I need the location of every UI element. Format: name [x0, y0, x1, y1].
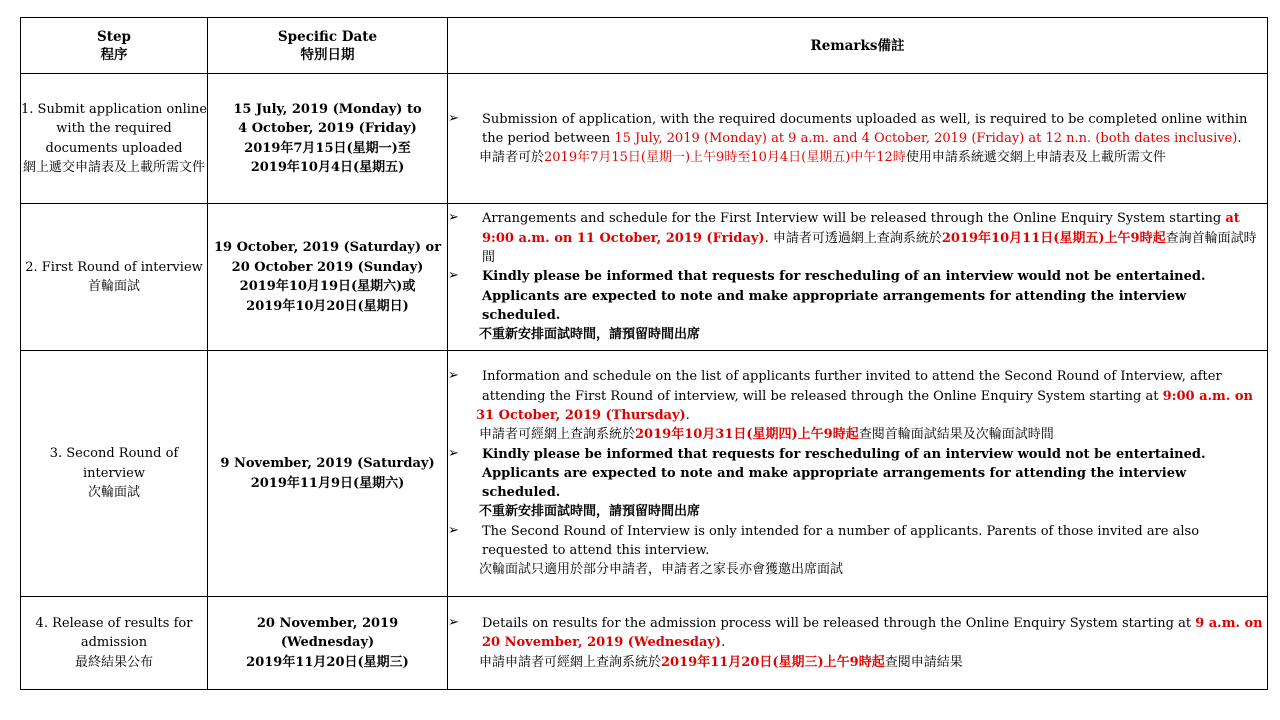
date-line: 20 October 2019 (Sunday): [231, 259, 424, 275]
header-step: [21, 18, 208, 74]
step-zh: 首輪面試: [87, 279, 140, 294]
arrow-bullet-icon: ➢: [448, 268, 459, 284]
remark-text: The Second Round of Interview is only intended for a number of applicants. Parents of those invited are also requested to attend this interview.: [482, 523, 1200, 559]
remarks-cell: [448, 204, 1268, 351]
remark-text: .: [685, 407, 690, 423]
remark-zh-highlight: 2019年10月11日(星期五)上午9時起: [941, 230, 1166, 246]
arrow-bullet-icon: ➢: [448, 522, 459, 538]
remark-text: Submission of application, with the required documents uploaded as well, is required to be completed online within the period between: [482, 111, 1248, 146]
remark-highlight: 31 October, 2019 (Thursday): [476, 407, 686, 423]
step-en: 4. Release of results for admission: [35, 615, 193, 651]
remark-text: Kindly please be informed that requests for rescheduling of an interview would not be entertained. Applicants are expected to note and make appropriate arrangements for attending the interview scheduled.: [482, 269, 1206, 323]
date-line: 2019年10月20日(星期日): [246, 298, 409, 314]
remark-text: Details on results for the admission process will be released through the Online Enquiry System starting at: [482, 616, 1196, 632]
remark-bullet: [448, 110, 1267, 149]
header-date-en: Specific Date: [277, 28, 378, 45]
remark-text: Kindly please be informed that requests for rescheduling of an interview would not be entertained. Applicants are expected to note and make appropriate arrangements for attending the interview scheduled.: [482, 446, 1206, 501]
remark-text: Information and schedule on the list of applicants further invited to attend the Second Round of Interview, after attending the First Round of interview, will be released through the Online Enquiry System starting at: [482, 369, 1222, 404]
remark-zh: [448, 653, 1267, 672]
arrow-bullet-icon: ➢: [448, 368, 459, 384]
step-cell: [21, 351, 208, 597]
date-line: 20 November, 2019 (Wednesday): [256, 615, 399, 651]
remark-zh-text: 查閱首輪面試結果及次輪面試時間: [858, 427, 1054, 443]
header-step-en: Step: [96, 28, 131, 45]
date-line: 4 October, 2019 (Friday): [238, 121, 417, 136]
date-line: 2019年7月15日(星期一)至: [244, 140, 411, 156]
table-row: [21, 204, 1268, 351]
remark-continuation: [448, 406, 1267, 425]
date-line: 19 October, 2019 (Saturday) or: [213, 240, 442, 255]
admission-schedule-table: [20, 17, 1268, 690]
remark-bullet: [448, 209, 1267, 267]
remark-highlight: 15 July, 2019 (Monday) at 9 a.m. and 4 October, 2019 (Friday) at 12 n.n. (both dates inclusive): [614, 130, 1238, 146]
remark-zh: 不重新安排面試時間，請預留時間出席: [479, 504, 701, 520]
remark-zh-text: 申請申請者可經網上查詢系統於: [479, 654, 662, 670]
header-remarks: [448, 18, 1268, 74]
date-line: 2019年10月4日(星期五): [250, 160, 405, 175]
date-line: 15 July, 2019 (Monday) to: [233, 101, 422, 117]
date-line: 2019年10月19日(星期六)或: [239, 279, 416, 294]
step-zh: 最終結果公布: [74, 654, 153, 670]
remark-highlight: at 9:00 a.m. on 11 October, 2019 (Friday): [482, 211, 1240, 246]
header-date: [208, 18, 448, 74]
header-remarks-text: Remarks備註: [810, 37, 905, 54]
arrow-bullet-icon: ➢: [448, 615, 459, 631]
remark-bullet: [448, 267, 1267, 325]
remark-highlight: 9 a.m. on 20 November, 2019 (Wednesday): [482, 616, 1263, 651]
table-row: [21, 351, 1268, 597]
remark-bullet: [448, 522, 1267, 561]
date-line: 2019年11月9日(星期六): [250, 475, 405, 491]
remark-text: .: [721, 635, 726, 651]
remarks-cell: [448, 597, 1268, 690]
remark-zh-text: 申請者可於: [479, 150, 545, 166]
remark-zh-text: 查閱申請結果: [884, 654, 963, 670]
table-row: [21, 597, 1268, 690]
remark-bullet: [448, 445, 1267, 503]
date-cell: [208, 74, 448, 204]
remark-zh: [448, 148, 1267, 167]
remark-zh-text: 查詢首輪面試時間: [482, 230, 1257, 266]
remark-zh-highlight: 2019年7月15日(星期一)上午9時至10月4日(星期五)中午12時: [544, 150, 906, 166]
step-en: 2. First Round of interview: [25, 259, 203, 275]
header-step-zh: 程序: [100, 46, 128, 63]
date-line: 9 November, 2019 (Saturday): [220, 456, 435, 471]
arrow-bullet-icon: ➢: [448, 210, 459, 226]
step-zh: 網上遞交申請表及上載所需文件: [22, 160, 205, 175]
step-en: 1. Submit application online with the required documents uploaded: [21, 101, 208, 156]
remarks-cell: [448, 74, 1268, 204]
remark-zh-text: 申請者可經網上查詢系統於: [479, 427, 636, 443]
remark-zh-text: 申請者可透過網上查詢系統於: [772, 230, 942, 246]
remark-zh-text: 使用申請系統遞交網上申請表及上載所需文件: [905, 150, 1166, 166]
remark-text: Arrangements and schedule for the First Interview will be released through the Online Enquiry System starting: [482, 211, 1226, 227]
table-row: [21, 74, 1268, 204]
arrow-bullet-icon: ➢: [448, 110, 459, 126]
arrow-bullet-icon: ➢: [448, 445, 459, 461]
date-line: 2019年11月20日(星期三): [246, 654, 409, 670]
remark-zh-highlight: 2019年11月20日(星期三)上午9時起: [661, 654, 885, 670]
remarks-cell: [448, 351, 1268, 597]
step-zh: 次輪面試: [87, 485, 140, 501]
remark-zh-highlight: 2019年10月31日(星期四)上午9時起: [635, 427, 859, 443]
remark-bullet: [448, 367, 1267, 406]
date-cell: [208, 597, 448, 690]
remark-highlight: 9:00 a.m. on: [1162, 388, 1253, 404]
header-date-zh: 特別日期: [300, 46, 355, 63]
remark-zh: 次輪面試只適用於部分申請者，申請者之家長亦會獲邀出席面試: [479, 562, 844, 578]
remark-zh: 不重新安排面試時間，請預留時間出席: [479, 327, 701, 343]
date-cell: [208, 204, 448, 351]
step-cell: [21, 204, 208, 351]
remark-bullet: [448, 614, 1267, 653]
step-en: 3. Second Round of interview: [49, 446, 179, 481]
step-cell: [21, 74, 208, 204]
remark-zh: [448, 425, 1267, 444]
step-cell: [21, 597, 208, 690]
header-row: [21, 18, 1268, 74]
remark-text: .: [764, 230, 773, 246]
date-cell: [208, 351, 448, 597]
remark-text: .: [1237, 130, 1242, 146]
